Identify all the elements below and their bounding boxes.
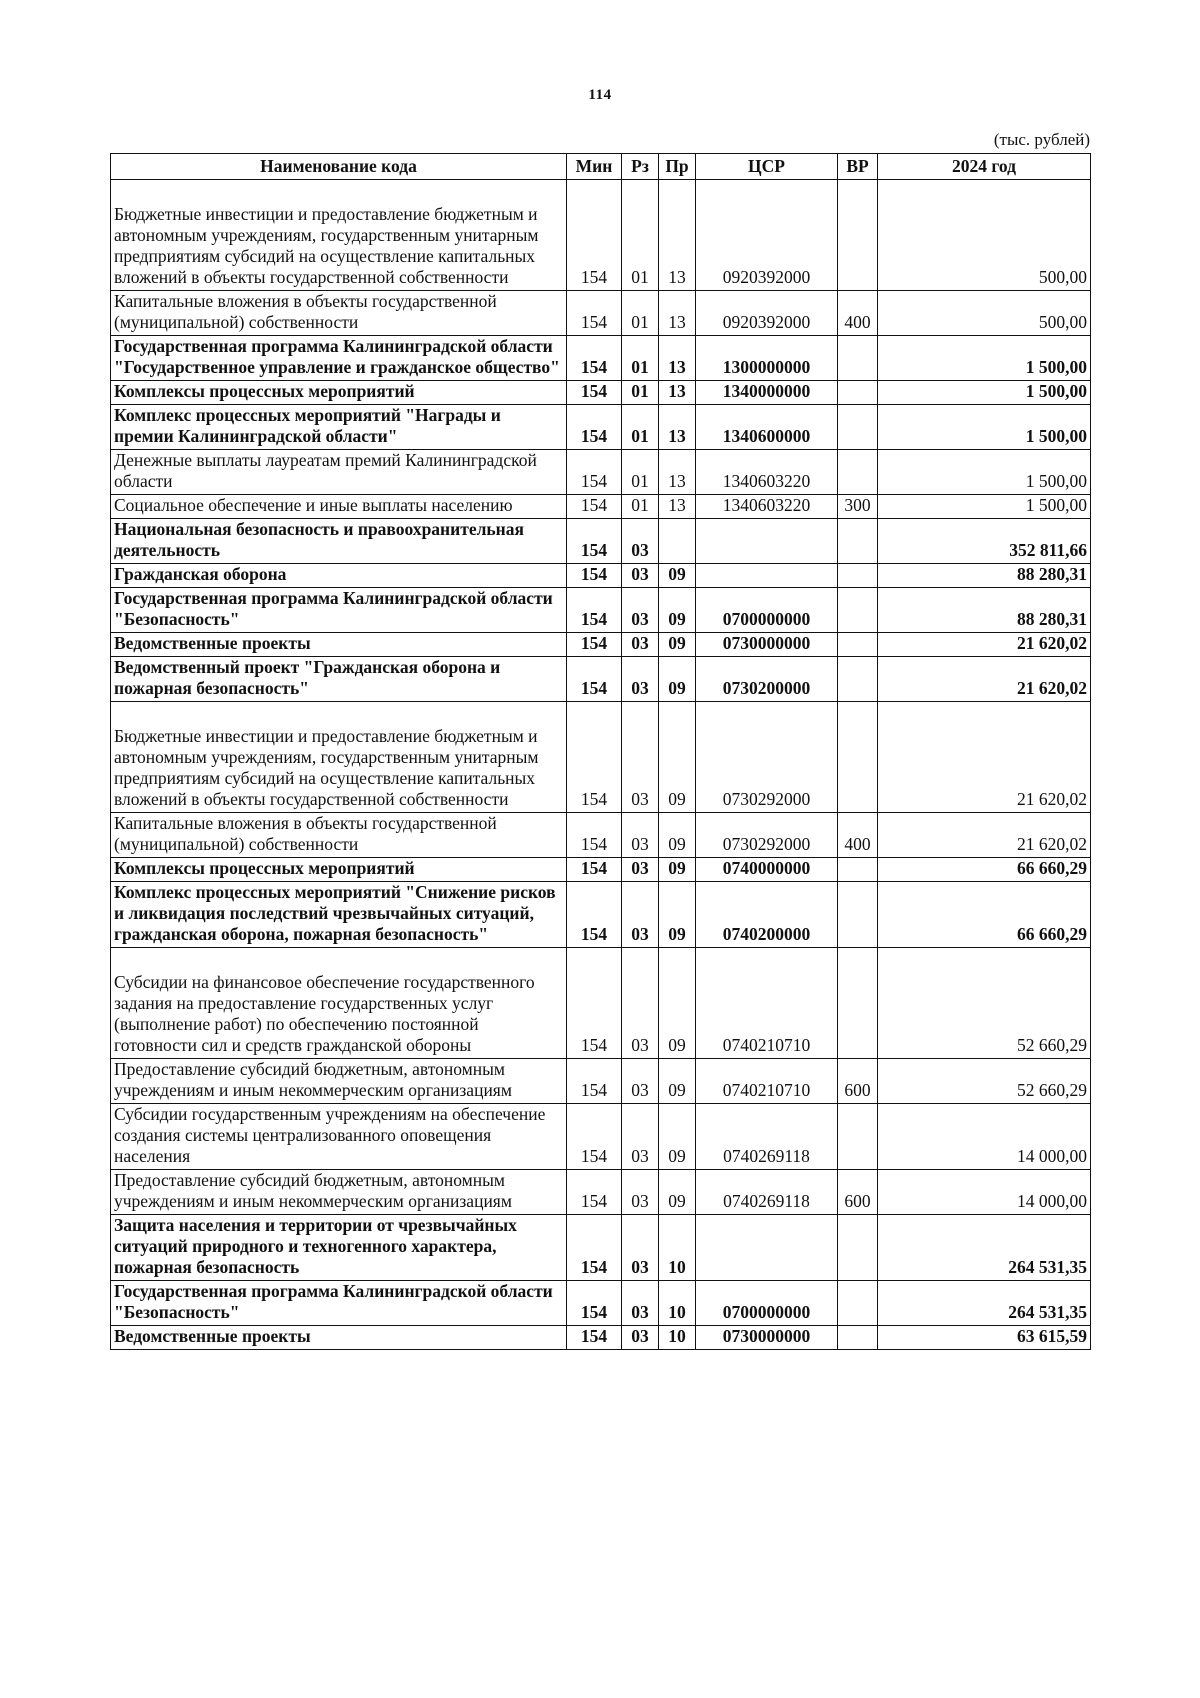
cell-name: Государственная программа Калининградской области "Безопасность" bbox=[111, 588, 567, 633]
cell-csr bbox=[696, 1215, 838, 1281]
table-row bbox=[111, 564, 1091, 588]
cell-csr: 0700000000 bbox=[696, 588, 838, 633]
cell-min: 154 bbox=[567, 180, 622, 291]
header-csr: ЦСР bbox=[696, 154, 838, 180]
cell-2024: 264 531,35 bbox=[878, 1281, 1091, 1326]
cell-pr: 10 bbox=[659, 1215, 696, 1281]
cell-name: Социальное обеспечение и иные выплаты населению bbox=[111, 495, 567, 519]
cell-min: 154 bbox=[567, 1281, 622, 1326]
cell-pr: 13 bbox=[659, 381, 696, 405]
cell-rz: 03 bbox=[622, 1281, 659, 1326]
cell-name: Денежные выплаты лауреатам премий Калининградской области bbox=[111, 450, 567, 495]
table-body bbox=[111, 180, 1091, 1350]
cell-name: Ведомственные проекты bbox=[111, 633, 567, 657]
cell-rz: 03 bbox=[622, 564, 659, 588]
cell-pr bbox=[659, 519, 696, 564]
cell-csr: 0730292000 bbox=[696, 702, 838, 813]
cell-name: Комплекс процессных мероприятий "Снижение рисков и ликвидация последствий чрезвычайных ситуаций, гражданская оборона, пожарная безопасность" bbox=[111, 882, 567, 948]
cell-csr: 0740210710 bbox=[696, 948, 838, 1059]
table-row bbox=[111, 948, 1091, 1059]
cell-2024: 352 811,66 bbox=[878, 519, 1091, 564]
cell-csr: 1340603220 bbox=[696, 450, 838, 495]
cell-2024: 52 660,29 bbox=[878, 948, 1091, 1059]
cell-rz: 03 bbox=[622, 813, 659, 858]
header-vr: ВР bbox=[838, 154, 878, 180]
table-row bbox=[111, 180, 1091, 291]
cell-csr: 0740269118 bbox=[696, 1104, 838, 1170]
cell-pr: 09 bbox=[659, 588, 696, 633]
cell-min: 154 bbox=[567, 948, 622, 1059]
table-row bbox=[111, 1326, 1091, 1350]
cell-min: 154 bbox=[567, 519, 622, 564]
cell-pr: 09 bbox=[659, 702, 696, 813]
cell-pr: 09 bbox=[659, 633, 696, 657]
cell-pr: 13 bbox=[659, 495, 696, 519]
cell-rz: 03 bbox=[622, 1059, 659, 1104]
cell-name: Предоставление субсидий бюджетным, автономным учреждениям и иным некоммерческим организациям bbox=[111, 1059, 567, 1104]
cell-pr: 09 bbox=[659, 813, 696, 858]
cell-pr: 09 bbox=[659, 564, 696, 588]
cell-vr: 600 bbox=[838, 1059, 878, 1104]
header-rz: Рз bbox=[622, 154, 659, 180]
table-row bbox=[111, 1104, 1091, 1170]
cell-min: 154 bbox=[567, 405, 622, 450]
cell-min: 154 bbox=[567, 1170, 622, 1215]
cell-min: 154 bbox=[567, 858, 622, 882]
cell-rz: 03 bbox=[622, 1104, 659, 1170]
cell-vr bbox=[838, 450, 878, 495]
cell-2024: 63 615,59 bbox=[878, 1326, 1091, 1350]
table-row bbox=[111, 405, 1091, 450]
cell-2024: 88 280,31 bbox=[878, 588, 1091, 633]
cell-pr: 10 bbox=[659, 1281, 696, 1326]
cell-min: 154 bbox=[567, 1326, 622, 1350]
cell-pr: 13 bbox=[659, 180, 696, 291]
cell-vr bbox=[838, 657, 878, 702]
cell-name: Гражданская оборона bbox=[111, 564, 567, 588]
header-min: Мин bbox=[567, 154, 622, 180]
table-row bbox=[111, 495, 1091, 519]
cell-rz: 03 bbox=[622, 702, 659, 813]
cell-name: Комплексы процессных мероприятий bbox=[111, 858, 567, 882]
cell-csr: 0740200000 bbox=[696, 882, 838, 948]
cell-2024: 66 660,29 bbox=[878, 882, 1091, 948]
cell-pr: 09 bbox=[659, 1104, 696, 1170]
cell-name: Субсидии государственным учреждениям на обеспечение создания системы централизованного оповещения населения bbox=[111, 1104, 567, 1170]
cell-2024: 1 500,00 bbox=[878, 495, 1091, 519]
header-pr: Пр bbox=[659, 154, 696, 180]
cell-rz: 01 bbox=[622, 180, 659, 291]
cell-csr: 0700000000 bbox=[696, 1281, 838, 1326]
cell-min: 154 bbox=[567, 813, 622, 858]
table-row bbox=[111, 336, 1091, 381]
cell-pr: 13 bbox=[659, 450, 696, 495]
table-row bbox=[111, 882, 1091, 948]
cell-name: Национальная безопасность и правоохранительная деятельность bbox=[111, 519, 567, 564]
cell-rz: 01 bbox=[622, 336, 659, 381]
cell-name: Ведомственные проекты bbox=[111, 1326, 567, 1350]
cell-csr: 0920392000 bbox=[696, 180, 838, 291]
cell-min: 154 bbox=[567, 495, 622, 519]
table-row bbox=[111, 657, 1091, 702]
table-row bbox=[111, 588, 1091, 633]
cell-pr: 13 bbox=[659, 291, 696, 336]
cell-2024: 1 500,00 bbox=[878, 450, 1091, 495]
cell-rz: 01 bbox=[622, 405, 659, 450]
cell-name: Государственная программа Калининградской области "Безопасность" bbox=[111, 1281, 567, 1326]
cell-2024: 264 531,35 bbox=[878, 1215, 1091, 1281]
cell-2024: 21 620,02 bbox=[878, 633, 1091, 657]
header-name: Наименование кода bbox=[111, 154, 567, 180]
cell-rz: 03 bbox=[622, 948, 659, 1059]
cell-csr: 0730292000 bbox=[696, 813, 838, 858]
cell-vr bbox=[838, 381, 878, 405]
cell-rz: 01 bbox=[622, 291, 659, 336]
cell-csr: 0730200000 bbox=[696, 657, 838, 702]
cell-vr bbox=[838, 882, 878, 948]
cell-pr: 13 bbox=[659, 405, 696, 450]
cell-vr: 300 bbox=[838, 495, 878, 519]
table-row bbox=[111, 1281, 1091, 1326]
cell-name: Комплексы процессных мероприятий bbox=[111, 381, 567, 405]
cell-min: 154 bbox=[567, 633, 622, 657]
cell-vr bbox=[838, 1104, 878, 1170]
table-row bbox=[111, 1170, 1091, 1215]
cell-vr bbox=[838, 180, 878, 291]
cell-min: 154 bbox=[567, 588, 622, 633]
cell-min: 154 bbox=[567, 657, 622, 702]
cell-rz: 03 bbox=[622, 882, 659, 948]
cell-min: 154 bbox=[567, 1059, 622, 1104]
cell-min: 154 bbox=[567, 450, 622, 495]
table-header-row bbox=[111, 154, 1091, 180]
cell-2024: 14 000,00 bbox=[878, 1170, 1091, 1215]
cell-csr bbox=[696, 564, 838, 588]
cell-rz: 01 bbox=[622, 381, 659, 405]
cell-name: Капитальные вложения в объекты государственной (муниципальной) собственности bbox=[111, 291, 567, 336]
cell-csr: 0730000000 bbox=[696, 633, 838, 657]
cell-name: Защита населения и территории от чрезвычайных ситуаций природного и техногенного характера, пожарная безопасность bbox=[111, 1215, 567, 1281]
cell-vr bbox=[838, 1215, 878, 1281]
cell-vr bbox=[838, 1326, 878, 1350]
cell-pr: 13 bbox=[659, 336, 696, 381]
cell-rz: 03 bbox=[622, 657, 659, 702]
cell-pr: 09 bbox=[659, 1059, 696, 1104]
cell-rz: 01 bbox=[622, 450, 659, 495]
cell-min: 154 bbox=[567, 381, 622, 405]
cell-name: Капитальные вложения в объекты государственной (муниципальной) собственности bbox=[111, 813, 567, 858]
cell-vr bbox=[838, 564, 878, 588]
cell-rz: 03 bbox=[622, 519, 659, 564]
cell-rz: 03 bbox=[622, 1326, 659, 1350]
units-label: (тыс. рублей) bbox=[993, 130, 1090, 149]
cell-csr: 1340000000 bbox=[696, 381, 838, 405]
table-row bbox=[111, 1059, 1091, 1104]
cell-min: 154 bbox=[567, 882, 622, 948]
cell-csr: 0730000000 bbox=[696, 1326, 838, 1350]
cell-vr bbox=[838, 336, 878, 381]
table-row bbox=[111, 1215, 1091, 1281]
cell-min: 154 bbox=[567, 336, 622, 381]
cell-min: 154 bbox=[567, 564, 622, 588]
cell-vr bbox=[838, 858, 878, 882]
cell-csr: 1340603220 bbox=[696, 495, 838, 519]
cell-2024: 66 660,29 bbox=[878, 858, 1091, 882]
cell-2024: 21 620,02 bbox=[878, 657, 1091, 702]
cell-vr: 400 bbox=[838, 813, 878, 858]
cell-2024: 1 500,00 bbox=[878, 381, 1091, 405]
cell-csr: 0740210710 bbox=[696, 1059, 838, 1104]
cell-rz: 03 bbox=[622, 1215, 659, 1281]
cell-2024: 14 000,00 bbox=[878, 1104, 1091, 1170]
table-row bbox=[111, 450, 1091, 495]
table-row bbox=[111, 702, 1091, 813]
cell-name: Ведомственный проект "Гражданская оборона и пожарная безопасность" bbox=[111, 657, 567, 702]
cell-vr: 600 bbox=[838, 1170, 878, 1215]
cell-2024: 1 500,00 bbox=[878, 405, 1091, 450]
cell-rz: 01 bbox=[622, 495, 659, 519]
cell-vr bbox=[838, 948, 878, 1059]
table-row bbox=[111, 291, 1091, 336]
cell-vr bbox=[838, 519, 878, 564]
header-2024: 2024 год bbox=[878, 154, 1091, 180]
table-row bbox=[111, 381, 1091, 405]
cell-csr: 0920392000 bbox=[696, 291, 838, 336]
cell-vr: 400 bbox=[838, 291, 878, 336]
cell-csr: 1340600000 bbox=[696, 405, 838, 450]
cell-pr: 09 bbox=[659, 948, 696, 1059]
cell-csr bbox=[696, 519, 838, 564]
cell-pr: 09 bbox=[659, 858, 696, 882]
cell-vr bbox=[838, 1281, 878, 1326]
cell-pr: 09 bbox=[659, 882, 696, 948]
cell-vr bbox=[838, 633, 878, 657]
table-row bbox=[111, 519, 1091, 564]
table-row bbox=[111, 633, 1091, 657]
cell-rz: 03 bbox=[622, 858, 659, 882]
cell-2024: 21 620,02 bbox=[878, 702, 1091, 813]
cell-rz: 03 bbox=[622, 588, 659, 633]
cell-name: Государственная программа Калининградской области "Государственное управление и гражданское общество" bbox=[111, 336, 567, 381]
cell-csr: 1300000000 bbox=[696, 336, 838, 381]
cell-min: 154 bbox=[567, 1104, 622, 1170]
table-row bbox=[111, 813, 1091, 858]
cell-min: 154 bbox=[567, 291, 622, 336]
cell-2024: 21 620,02 bbox=[878, 813, 1091, 858]
cell-name: Предоставление субсидий бюджетным, автономным учреждениям и иным некоммерческим организациям bbox=[111, 1170, 567, 1215]
cell-2024: 500,00 bbox=[878, 180, 1091, 291]
page-number: 114 bbox=[588, 87, 612, 103]
cell-rz: 03 bbox=[622, 633, 659, 657]
cell-min: 154 bbox=[567, 702, 622, 813]
cell-csr: 0740000000 bbox=[696, 858, 838, 882]
cell-name: Комплекс процессных мероприятий "Награды и премии Калининградской области" bbox=[111, 405, 567, 450]
cell-rz: 03 bbox=[622, 1170, 659, 1215]
cell-name: Субсидии на финансовое обеспечение государственного задания на предоставление государственных услуг (выполнение работ) по обеспечению постоянной готовности сил и средств гражданской обороны bbox=[111, 948, 567, 1059]
cell-csr: 0740269118 bbox=[696, 1170, 838, 1215]
cell-pr: 09 bbox=[659, 1170, 696, 1215]
cell-vr bbox=[838, 702, 878, 813]
budget-table bbox=[110, 153, 1091, 1350]
cell-vr bbox=[838, 405, 878, 450]
cell-name: Бюджетные инвестиции и предоставление бюджетным и автономным учреждениям, государственным унитарным предприятиям субсидий на осуществление капитальных вложений в объекты государственной собственности bbox=[111, 702, 567, 813]
cell-2024: 52 660,29 bbox=[878, 1059, 1091, 1104]
cell-vr bbox=[838, 588, 878, 633]
cell-pr: 09 bbox=[659, 657, 696, 702]
cell-2024: 1 500,00 bbox=[878, 336, 1091, 381]
cell-name: Бюджетные инвестиции и предоставление бюджетным и автономным учреждениям, государственным унитарным предприятиям субсидий на осуществление капитальных вложений в объекты государственной собственности bbox=[111, 180, 567, 291]
cell-min: 154 bbox=[567, 1215, 622, 1281]
cell-2024: 500,00 bbox=[878, 291, 1091, 336]
table-row bbox=[111, 858, 1091, 882]
cell-2024: 88 280,31 bbox=[878, 564, 1091, 588]
cell-pr: 10 bbox=[659, 1326, 696, 1350]
